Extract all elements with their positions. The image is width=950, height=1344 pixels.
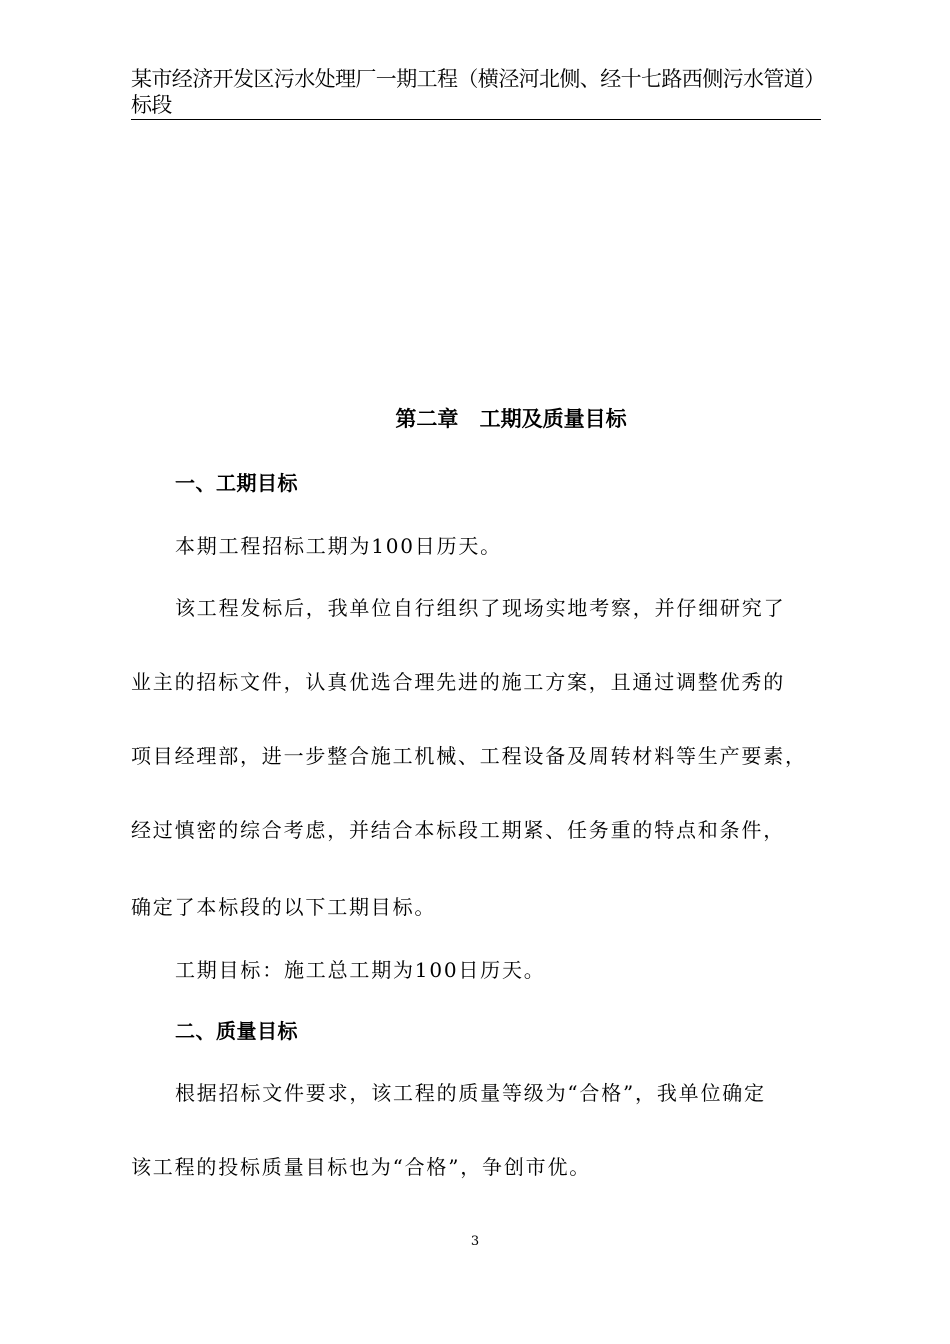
- section-heading-quality: 二、质量目标: [175, 1019, 298, 1043]
- paragraph-schedule-target: 工期目标：施工总工期为100日历天。: [175, 958, 546, 982]
- paragraph-line: 根据招标文件要求，该工程的质量等级为“合格”，我单位确定: [175, 1081, 766, 1105]
- paragraph-line: 经过慎密的综合考虑，并结合本标段工期紧、任务重的特点和条件，: [131, 818, 785, 842]
- paragraph-line: 该工程的投标质量目标也为“合格”，争创市优。: [131, 1155, 592, 1179]
- paragraph-line: 该工程发标后，我单位自行组织了现场实地考察，并仔细研究了: [175, 596, 786, 620]
- page-number: 3: [470, 1234, 480, 1249]
- paragraph-line: 项目经理部，进一步整合施工机械、工程设备及周转材料等生产要素，: [131, 744, 807, 768]
- section-heading-schedule: 一、工期目标: [175, 471, 298, 495]
- chapter-title: 第二章 工期及质量目标: [395, 406, 627, 431]
- paragraph-schedule-period: 本期工程招标工期为100日历天。: [175, 534, 502, 558]
- paragraph-line: 业主的招标文件，认真优选合理先进的施工方案，且通过调整优秀的: [131, 670, 785, 694]
- page-header: 某市经济开发区污水处理厂一期工程（横泾河北侧、经十七路西侧污水管道）标段: [131, 66, 821, 120]
- paragraph-line: 确定了本标段的以下工期目标。: [131, 895, 437, 919]
